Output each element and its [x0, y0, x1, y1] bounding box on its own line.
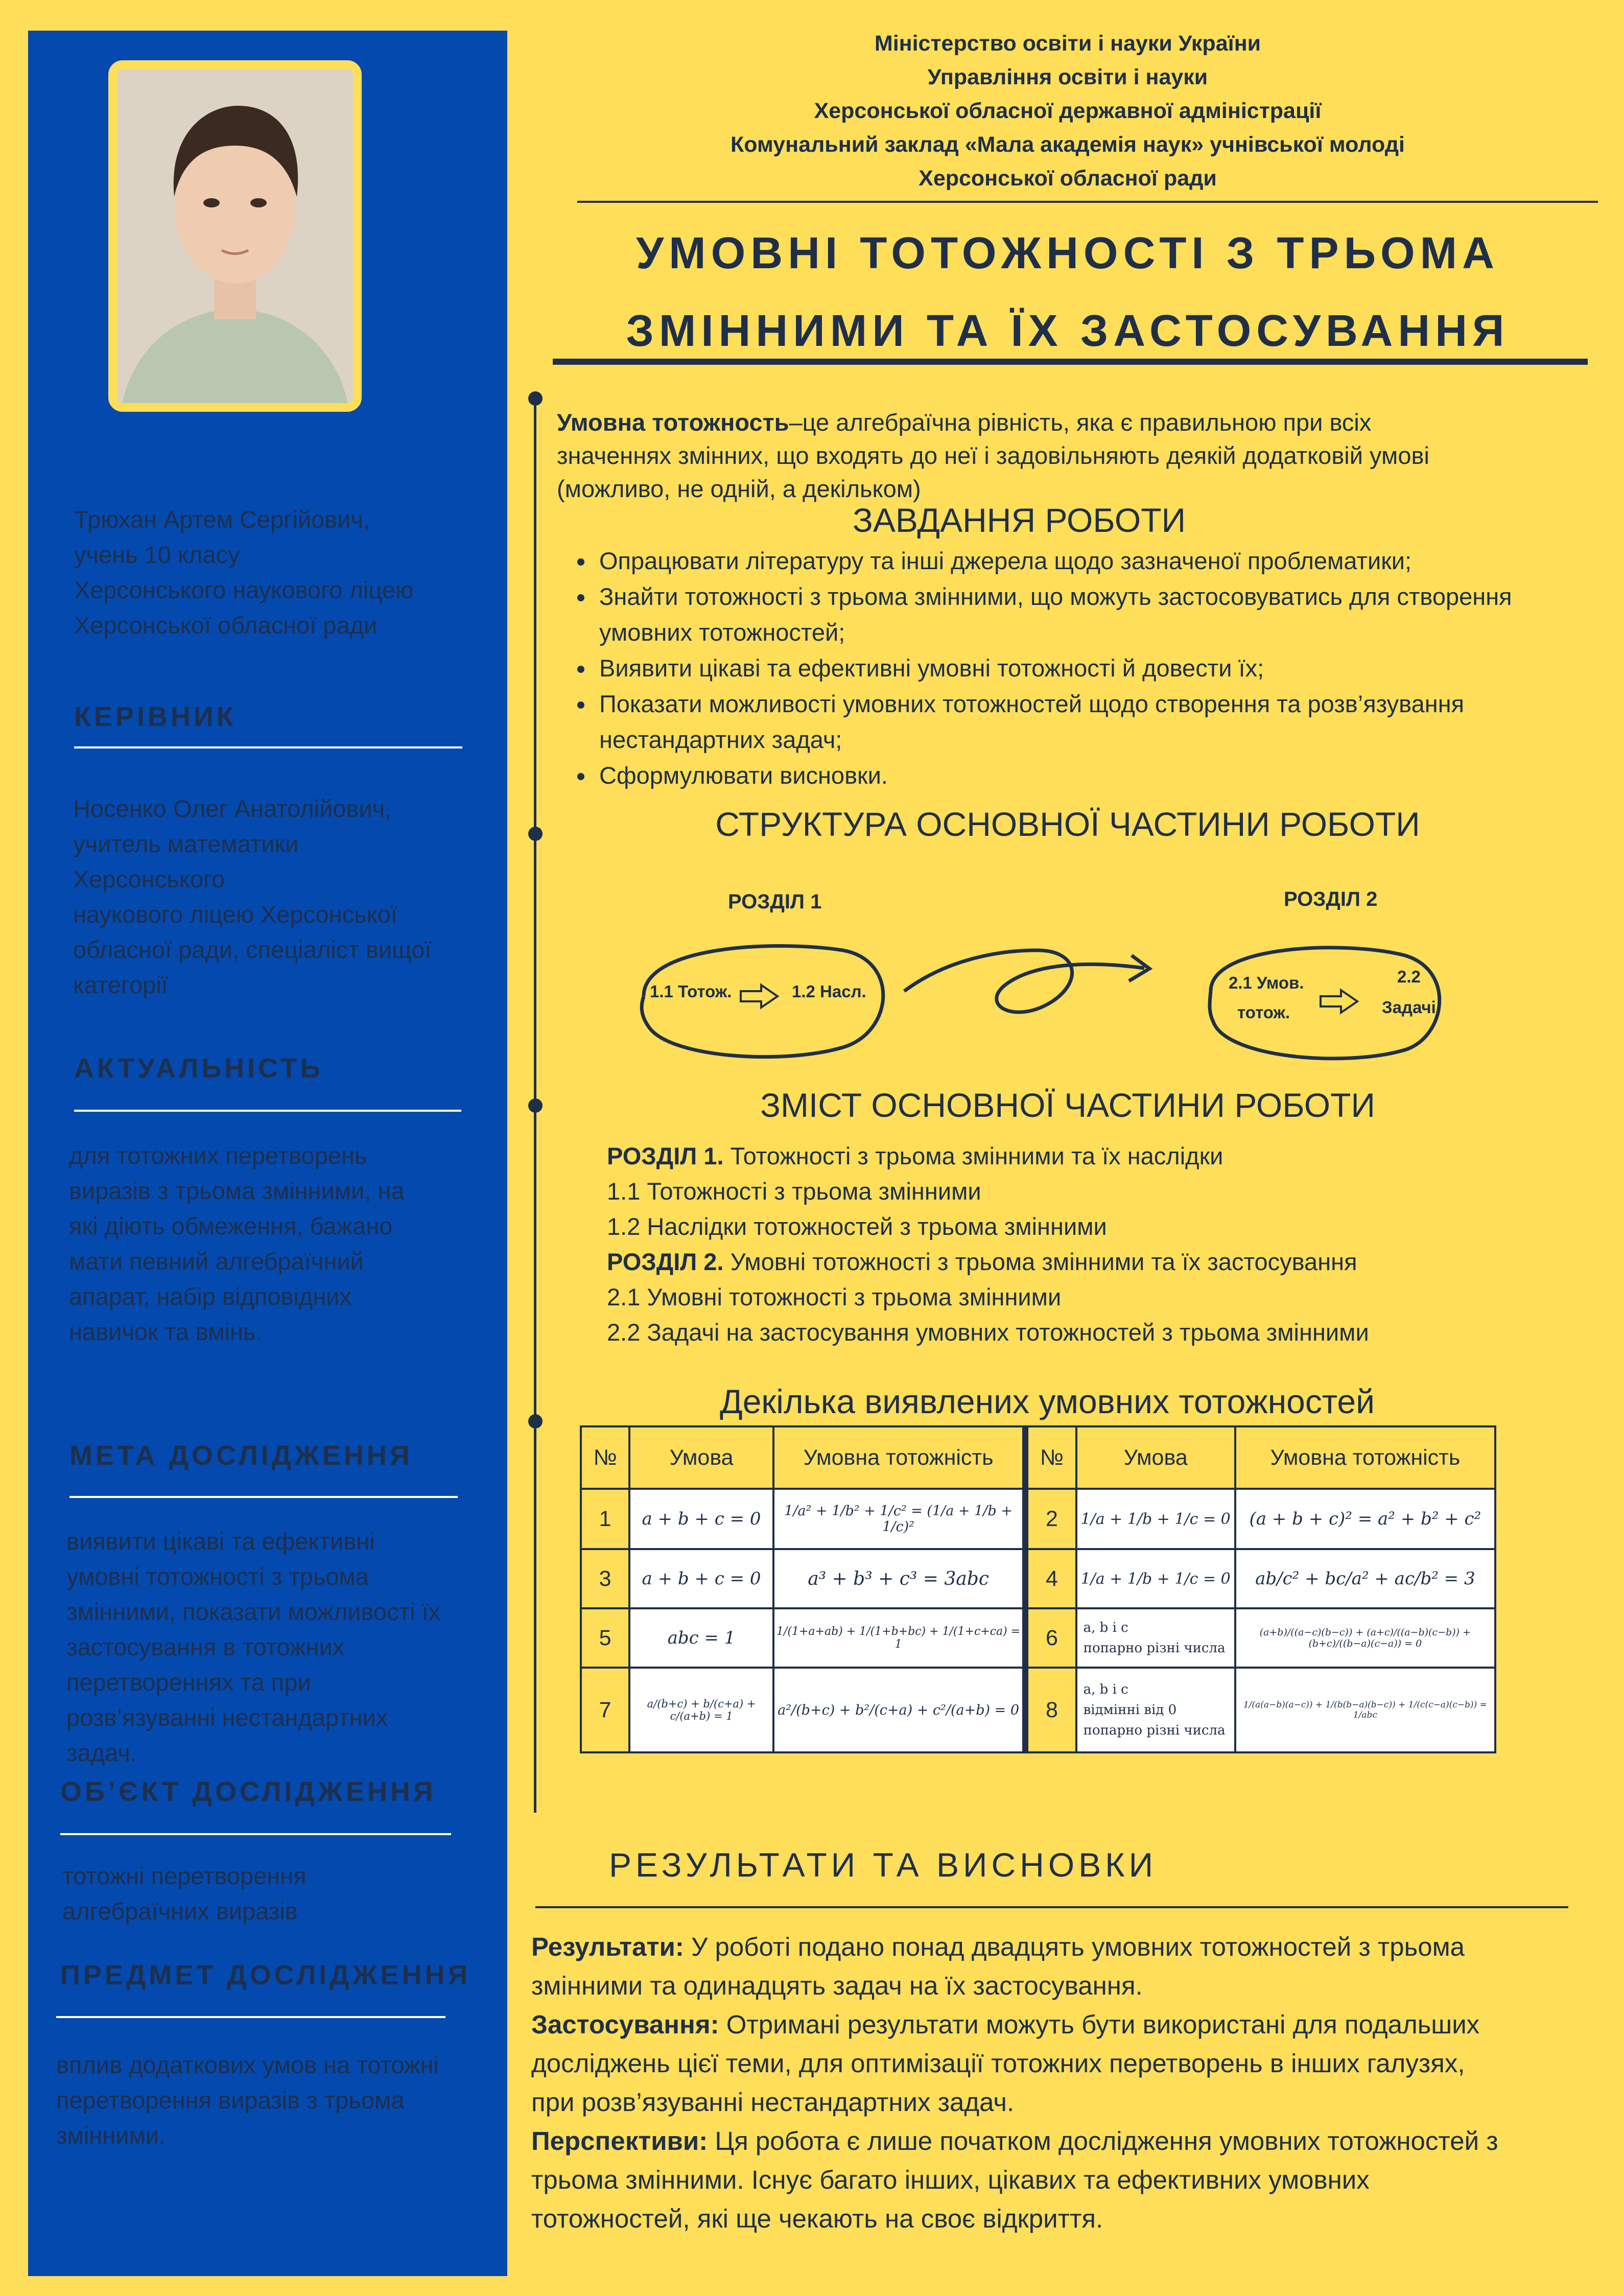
supervisor-line: обласної ради, спеціаліст вищої	[73, 936, 432, 963]
goal-heading: МЕТА ДОСЛІДЖЕННЯ	[69, 1440, 413, 1471]
subject-block	[56, 2047, 439, 2153]
supervisor-line: категорії	[73, 971, 168, 998]
section2-item: тотож.	[1237, 1003, 1290, 1022]
application-line: досліджень цієї теми, для оптимізації тотожних перетворень в інших галузях,	[531, 2049, 1465, 2078]
header-line: Управління освіти і науки	[927, 65, 1208, 89]
condition-cell: a + b + c = 0	[629, 1549, 773, 1608]
relevance-line: для тотожних перетворень	[69, 1142, 367, 1169]
divider	[56, 2016, 445, 2018]
row-number: 1	[581, 1489, 629, 1549]
section2-item: Задачі	[1382, 998, 1436, 1017]
supervisor-block	[73, 791, 431, 1002]
header-line: Міністерство освіти і науки України	[874, 31, 1261, 56]
contents-section-title: Умовні тотожності з трьома змінними та їх застосування	[723, 1248, 1357, 1275]
table-row	[581, 1668, 1495, 1752]
section1-circle	[642, 946, 883, 1057]
condition-cell: abc = 1	[629, 1608, 773, 1668]
section2-label: РОЗДІЛ 2	[1284, 888, 1378, 910]
definition-term: Умовна тотожность	[557, 409, 789, 436]
arrow-right-icon	[741, 985, 778, 1008]
results-label: Результати:	[531, 1932, 684, 1961]
connector-curve	[904, 950, 1144, 1012]
goal-line: умовні тотожності з трьома	[66, 1563, 369, 1590]
condition-line: відмінні від 0	[1083, 1702, 1177, 1718]
column-header: №	[581, 1426, 629, 1489]
row-number: 6	[1025, 1608, 1076, 1668]
condition-line: попарно різні числа	[1083, 1723, 1226, 1738]
divider	[60, 1833, 451, 1835]
author-line: учень 10 класу	[74, 541, 240, 568]
condition-cell: 1/a + 1/b + 1/c = 0	[1076, 1549, 1235, 1608]
list-item: • Виявити цікаві та ефективні умовні тотожності й довести їх;	[595, 650, 1584, 686]
supervisor-line: Херсонського	[73, 865, 225, 893]
portrait-image	[117, 69, 353, 403]
title-line: УМОВНІ ТОТОЖНОСТІ З ТРЬОМА	[636, 228, 1499, 278]
contents-list	[607, 1138, 1578, 1350]
definition-text: –це алгебраїчна рівність, яка є правильною при всіх	[789, 409, 1372, 436]
relevance-line: мати певний алгебраїчний	[69, 1248, 364, 1275]
timeline-dot	[528, 391, 543, 406]
section1-label: РОЗДІЛ 1	[728, 891, 822, 913]
row-number: 3	[581, 1549, 629, 1608]
identity-cell: a²/(b+c) + b²/(c+a) + c²/(a+b) = 0	[773, 1668, 1026, 1752]
goal-line: задач.	[66, 1739, 137, 1766]
author-line: Херсонської обласної ради	[74, 612, 378, 639]
section2-item: 2.1 Умов.	[1229, 973, 1304, 992]
condition-line: a, b і c	[1083, 1682, 1128, 1697]
object-block	[62, 1858, 307, 1929]
relevance-line: навичок та вмінь.	[69, 1318, 263, 1345]
identity-cell: (a + b + c)² = a² + b² + c²	[1235, 1489, 1495, 1549]
structure-heading: СТРУКТУРА ОСНОВНОЇ ЧАСТИНИ РОБОТИ	[715, 805, 1420, 843]
row-number: 7	[581, 1668, 629, 1752]
definition-text: значеннях змінних, що входять до неї і задовільняють деякій додатковій умові	[557, 442, 1429, 469]
title-divider	[553, 359, 1588, 365]
identities-heading: Декілька виявлених умовних тотожностей	[720, 1383, 1375, 1420]
prospects-line: тотожностей, які ще чекають на своє відкриття.	[531, 2204, 1103, 2233]
author-photo	[108, 60, 362, 412]
table-row	[581, 1549, 1495, 1608]
supervisor-line: наукового ліцею Херсонської	[73, 901, 397, 928]
goal-block	[66, 1524, 440, 1770]
relevance-line: виразів з трьома змінними, на	[69, 1177, 405, 1204]
condition-cell: 1/a + 1/b + 1/c = 0	[1076, 1489, 1235, 1549]
condition-line: a, b і c	[1083, 1620, 1128, 1635]
goal-line: перетвореннях та при	[66, 1669, 311, 1696]
timeline-dot	[528, 1098, 543, 1113]
relevance-line: апарат, набір відповідних	[69, 1283, 352, 1310]
contents-item: 2.2 Задачі на застосування умовних тотожностей з трьома змінними	[607, 1319, 1369, 1346]
definition	[557, 406, 1584, 505]
timeline-dot	[528, 1414, 543, 1428]
header-line: Комунальний заклад «Мала академія наук» учнівської молоді	[731, 132, 1405, 157]
relevance-heading: АКТУАЛЬНІСТЬ	[74, 1053, 323, 1084]
definition-text: (можливо, не одній, а декільком)	[557, 475, 921, 502]
results-text	[531, 1928, 1599, 2238]
divider	[69, 1496, 458, 1498]
institution-header	[562, 27, 1573, 195]
subject-line: перетворення виразів з трьома	[56, 2087, 405, 2114]
contents-section-label: РОЗДІЛ 1.	[607, 1142, 724, 1169]
column-header: Умова	[629, 1426, 773, 1489]
supervisor-line: учитель математики	[73, 830, 299, 857]
results-line: У роботі подано понад двадцять умовних тотожностей з трьома	[684, 1932, 1465, 1961]
object-line: тотожні перетворення	[62, 1862, 307, 1889]
supervisor-line: Носенко Олег Анатолійович,	[73, 795, 392, 822]
contents-item: 1.2 Наслідки тотожностей з трьома змінними	[607, 1213, 1107, 1240]
application-label: Застосування:	[531, 2010, 719, 2039]
goal-line: змінними, показати можливості їх	[66, 1598, 441, 1625]
subject-line: змінними.	[56, 2122, 166, 2149]
condition-cell	[1076, 1608, 1235, 1668]
list-item: • Знайти тотожності з трьома змінними, що можуть застосовуватись для створення умовних тотожностей;	[595, 579, 1584, 650]
arrow-right-icon	[1321, 990, 1357, 1013]
section1-item: 1.1 Тотож.	[650, 982, 732, 1001]
table-row	[581, 1608, 1495, 1668]
row-number: 5	[581, 1608, 629, 1668]
structure-diagram	[628, 920, 1497, 1073]
column-header: №	[1025, 1426, 1076, 1489]
title-line: ЗМІННИМИ ТА ЇХ ЗАСТОСУВАННЯ	[626, 306, 1510, 356]
column-header: Умова	[1076, 1426, 1235, 1489]
tasks-heading: ЗАВДАННЯ РОБОТИ	[852, 501, 1186, 539]
results-divider	[535, 1906, 1568, 1908]
header-divider	[577, 201, 1598, 203]
condition-cell	[1076, 1668, 1235, 1752]
identity-cell: 1/(1+a+ab) + 1/(1+b+bc) + 1/(1+c+ca) = 1	[773, 1608, 1026, 1668]
relevance-line: які діють обмеження, бажано	[69, 1212, 393, 1239]
results-line: змінними та одинадцять задач на їх застосування.	[531, 1971, 1143, 2000]
contents-item: 2.1 Умовні тотожності з трьома змінними	[607, 1283, 1062, 1310]
page-title	[562, 215, 1573, 370]
subject-heading: ПРЕДМЕТ ДОСЛІДЖЕННЯ	[60, 1960, 471, 1990]
condition-cell: a + b + c = 0	[629, 1489, 773, 1549]
section2-item: 2.2	[1397, 967, 1421, 986]
section1-item: 1.2 Насл.	[792, 982, 866, 1001]
column-header: Умовна тотожність	[773, 1426, 1026, 1489]
contents-section-label: РОЗДІЛ 2.	[607, 1248, 724, 1275]
object-line: алгебраїчних виразів	[62, 1897, 298, 1925]
goal-line: виявити цікаві та ефективні	[66, 1528, 375, 1555]
identity-cell: ab/c² + bc/a² + ac/b² = 3	[1235, 1549, 1495, 1608]
column-header: Умовна тотожність	[1235, 1426, 1495, 1489]
list-item: • Показати можливості умовних тотожностей щодо створення та розв’язування нестандартних задач;	[595, 686, 1584, 758]
row-number: 2	[1025, 1489, 1076, 1549]
tasks-list-container	[557, 543, 1584, 793]
condition-cell: a/(b+c) + b/(c+a) + c/(a+b) = 1	[629, 1668, 773, 1752]
contents-section-title: Тотожності з трьома змінними та їх наслідки	[723, 1142, 1223, 1169]
author-line: Херсонського наукового ліцею	[74, 576, 414, 603]
timeline-dot	[528, 827, 543, 841]
prospects-label: Перспективи:	[531, 2126, 708, 2156]
application-line: при розв’язуванні нестандартних задач.	[531, 2088, 1015, 2117]
identity-cell: (a+b)/((a−c)(b−c)) + (a+c)/((a−b)(c−b)) + (b+c)/((b−a)(c−a)) = 0	[1235, 1608, 1495, 1668]
tasks-list	[557, 543, 1584, 793]
divider	[74, 1110, 461, 1112]
subject-line: вплив додаткових умов на тотожні	[56, 2051, 439, 2078]
object-heading: ОБ’ЄКТ ДОСЛІДЖЕННЯ	[60, 1776, 436, 1807]
contents-item: 1.1 Тотожності з трьома змінними	[607, 1178, 981, 1205]
goal-line: розв’язуванні нестандартних	[66, 1704, 388, 1731]
divider	[74, 746, 462, 748]
results-heading: РЕЗУЛЬТАТИ ТА ВИСНОВКИ	[609, 1846, 1158, 1884]
table-row	[581, 1489, 1495, 1549]
row-number: 8	[1025, 1668, 1076, 1752]
identity-cell: a³ + b³ + c³ = 3abc	[773, 1549, 1026, 1608]
prospects-line: Ця робота є лише початком дослідження умовних тотожностей з	[708, 2126, 1498, 2156]
table-header-row	[581, 1426, 1495, 1489]
prospects-line: трьома змінними. Існує багато інших, цікавих та ефективних умовних	[531, 2165, 1370, 2194]
author-block	[74, 502, 413, 643]
identity-cell: 1/(a(a−b)(a−c)) + 1/(b(b−a)(b−c)) + 1/(c(c−a)(c−b)) = 1/abc	[1235, 1668, 1495, 1752]
list-item: • Опрацювати літературу та інші джерела щодо зазначеної проблематики;	[595, 543, 1584, 579]
contents-heading: ЗМІСТ ОСНОВНОЇ ЧАСТИНИ РОБОТИ	[760, 1086, 1375, 1124]
list-item: • Сформулювати висновки.	[595, 758, 1584, 793]
author-line: Трюхан Артем Сергійович,	[74, 506, 370, 533]
application-line: Отримані результати можуть бути використані для подальших	[719, 2010, 1480, 2039]
identities-table	[580, 1425, 1496, 1753]
header-line: Херсонської обласної ради	[919, 166, 1217, 191]
header-line: Херсонської обласної державної адміністрації	[814, 99, 1322, 123]
relevance-block	[69, 1138, 405, 1349]
row-number: 4	[1025, 1549, 1076, 1608]
condition-line: попарно різні числа	[1083, 1641, 1226, 1656]
goal-line: застосування в тотожних	[66, 1633, 345, 1660]
supervisor-heading: КЕРІВНИК	[74, 701, 237, 732]
identity-cell: 1/a² + 1/b² + 1/c² = (1/a + 1/b + 1/c)²	[773, 1489, 1026, 1549]
